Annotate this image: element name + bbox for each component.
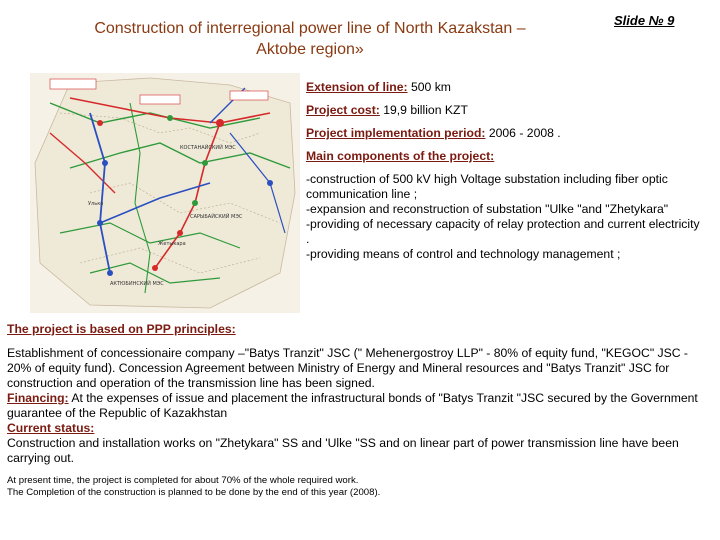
components-row <box>306 149 706 164</box>
map-label-zhetykara: Жетыкара <box>158 241 186 247</box>
project-body <box>7 322 712 499</box>
substation-node <box>152 265 158 271</box>
status-label: Current status: <box>7 421 95 435</box>
period-value: 2006 - 2008 . <box>488 126 561 140</box>
power-grid-map <box>30 73 300 313</box>
cost-value: 19,9 billion KZT <box>383 103 468 117</box>
status-text: Construction and installation works on "Zhetykara" SS and 'Ulke "SS and on linear part of power transmission line have been carrying out. <box>7 436 679 465</box>
completion-note: At present time, the project is completed for about 70% of the whole required work. <box>7 475 359 486</box>
slide-number: Slide № 9 <box>614 13 675 28</box>
ppp-heading: The project is based on PPP principles: <box>7 322 236 336</box>
substation-node <box>167 115 173 121</box>
substation-node <box>97 120 103 126</box>
extension-row <box>306 80 706 95</box>
substation-node <box>177 230 183 236</box>
period-row <box>306 126 706 141</box>
map-label-sarybay: САРЫБАЙСКИЙ МЭС <box>190 214 243 220</box>
financing-text: At the expenses of issue and placement the infrastructural bonds of "Batys Tranzit "JSC secured by the Government guarantee of the Republic of Kazakhstan <box>7 391 698 420</box>
components-text: -construction of 500 kV high Voltage substation including fiber optic communication line ; -expansion and reconstruction of substation "Ulke "and "Zhetykara" -providing of necessary capacity of relay protection and current electricity . -providing means of control and technology management ; <box>306 172 700 261</box>
substation-node <box>202 160 208 166</box>
financing-paragraph <box>7 391 712 421</box>
map-label-aktobe: АКТЮБИНСКИЙ МЭС <box>110 281 164 287</box>
city-box <box>50 79 96 89</box>
components-label: Main components of the project: <box>306 149 495 163</box>
substation-node <box>97 220 103 226</box>
financing-label: Financing: <box>7 391 69 405</box>
cost-row <box>306 103 706 118</box>
city-box <box>230 91 268 100</box>
city-box <box>140 95 180 104</box>
substation-node <box>102 160 108 166</box>
map-label-kostanay: КОСТАНАЙСКИЙ МЭС <box>180 145 236 151</box>
map-label-ulke: Ульке <box>88 201 104 207</box>
title-line-1: Construction of interregional power line of North Kazakstan – <box>94 20 526 37</box>
extension-value: 500 km <box>410 80 451 94</box>
extension-label: Extension of line: <box>306 80 408 94</box>
completion-plan-note: The Completion of the construction is planned to be done by the end of this year (2008). <box>7 487 381 498</box>
slide-title <box>30 18 590 60</box>
project-details <box>306 80 706 262</box>
substation-node <box>192 200 198 206</box>
substation-node <box>267 180 273 186</box>
period-label: Project implementation period: <box>306 126 486 140</box>
establishment-text: Establishment of concessionaire company –"Batys Tranzit" JSC (" Mehenergostroy LLP" - 80% of equity fund, "KEGOC" JSC - 20% of equity fund). Concession Agreement between Ministry of Energy and Mineral resources and "Batys Tranzit" JSC for construction and operation of the transmission line has been signed. <box>7 346 688 390</box>
title-line-2: Aktobe region» <box>256 41 364 58</box>
substation-node <box>216 119 224 127</box>
cost-label: Project cost: <box>306 103 380 117</box>
substation-node <box>107 270 113 276</box>
